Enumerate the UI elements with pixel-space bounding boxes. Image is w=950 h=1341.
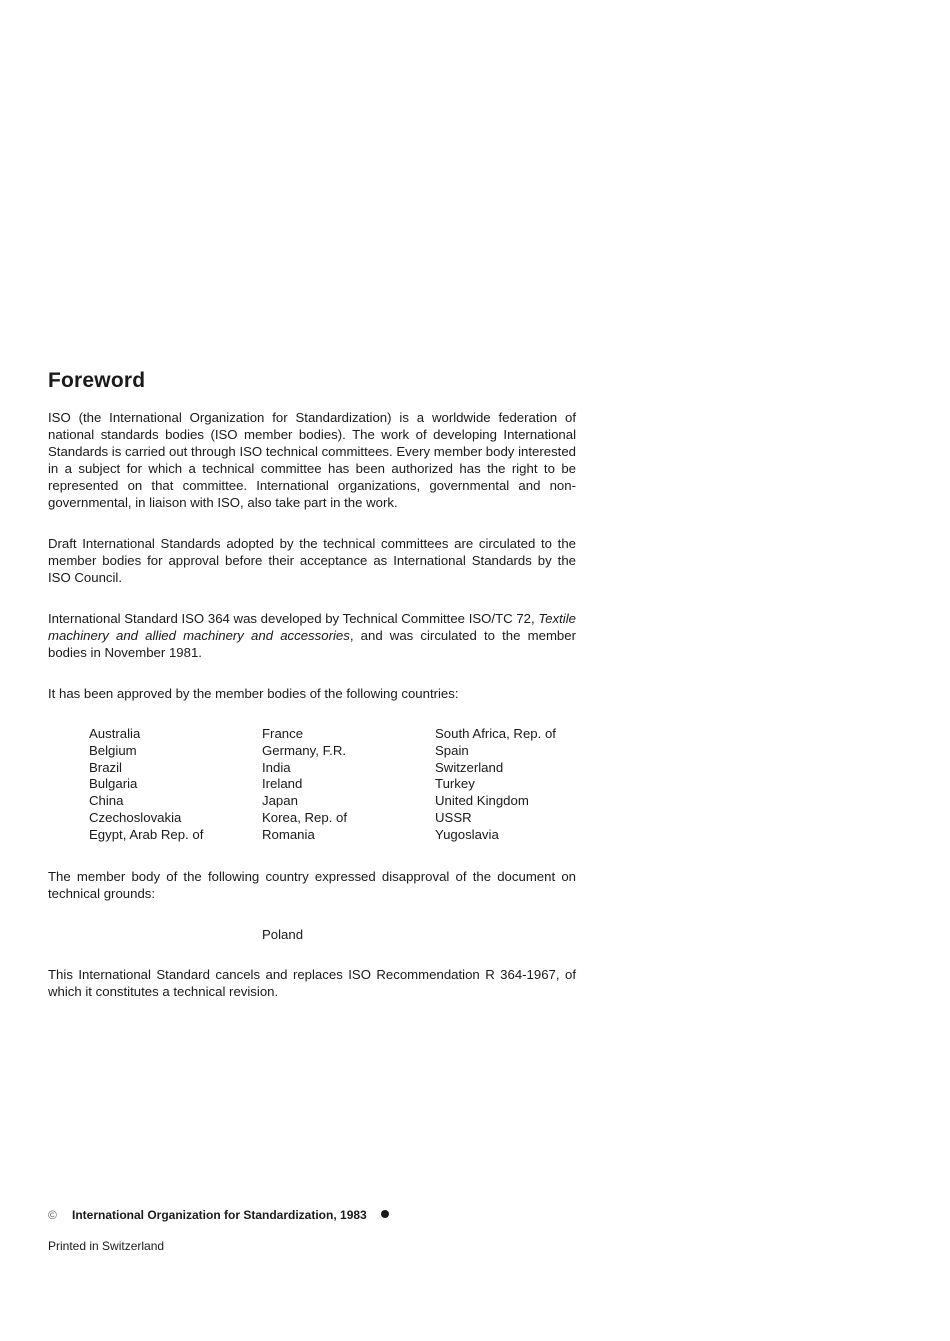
countries-column-2: [262, 726, 347, 844]
country-item: Belgium: [89, 742, 137, 758]
foreword-paragraph-approval: It has been approved by the member bodies of the following countries:: [48, 686, 459, 701]
country-item: Yugoslavia: [435, 826, 499, 842]
copyright-notice: [48, 1207, 389, 1224]
foreword-paragraph-development: [48, 610, 576, 661]
copyright-text: International Organization for Standardization, 1983: [72, 1208, 367, 1222]
country-item: Czechoslovakia: [89, 809, 182, 825]
country-item: Japan: [262, 793, 298, 809]
copyright-icon: ©: [48, 1208, 57, 1222]
country-item: USSR: [435, 809, 472, 825]
country-item: Turkey: [435, 776, 475, 792]
dissenting-country: Poland: [262, 927, 304, 942]
country-item: India: [262, 759, 291, 775]
foreword-paragraph-iso-description: ISO (the International Organization for Standardization) is a worldwide federation of national standards bodies (ISO member bodies). The work of developing International Standards is carried out through ISO technical committees. Every member body interested in a subject for which a technical committee has been authorized has the right to be represented on that committee. International organizations, governmental and non-governmental, in liaison with ISO, also take part in the work.: [48, 410, 576, 510]
country-item: Ireland: [262, 776, 303, 792]
foreword-paragraph-draft-standards: Draft International Standards adopted by the technical committees are circulated to the member bodies for approval before their acceptance as International Standards by the ISO Council.: [48, 536, 576, 585]
country-item: Brazil: [89, 759, 122, 775]
country-item: France: [262, 726, 304, 741]
country-item: Bulgaria: [89, 776, 138, 792]
printed-in-notice: Printed in Switzerland: [48, 1239, 165, 1253]
country-item: Romania: [262, 826, 315, 842]
countries-column-3: [435, 726, 556, 844]
foreword-paragraph-disapproval: The member body of the following country expressed disapproval of the document on technical grounds:: [48, 869, 576, 901]
country-item: Germany, F.R.: [262, 742, 347, 758]
country-item: Spain: [435, 742, 469, 758]
bullet-icon: [381, 1210, 389, 1218]
page-title: Foreword: [48, 369, 146, 392]
approving-countries-table: [89, 726, 589, 848]
countries-column-1: [89, 726, 203, 844]
country-item: China: [89, 793, 124, 809]
country-item: Switzerland: [435, 759, 504, 775]
development-text-before: International Standard ISO 364 was developed by Technical Committee ISO/TC 72,: [48, 611, 539, 626]
country-item: South Africa, Rep. of: [435, 726, 556, 741]
foreword-paragraph-revision: This International Standard cancels and replaces ISO Recommendation R 364-1967, of which it constitutes a technical revision.: [48, 967, 576, 999]
country-item: United Kingdom: [435, 793, 529, 809]
development-text-after: , and was circulated to the member bodies in November 1981.: [48, 628, 576, 660]
country-item: Egypt, Arab Rep. of: [89, 826, 204, 842]
committee-title: Textile machinery and allied machinery and accessories: [48, 611, 576, 643]
country-item: Korea, Rep. of: [262, 809, 348, 825]
country-item: Australia: [89, 726, 141, 741]
